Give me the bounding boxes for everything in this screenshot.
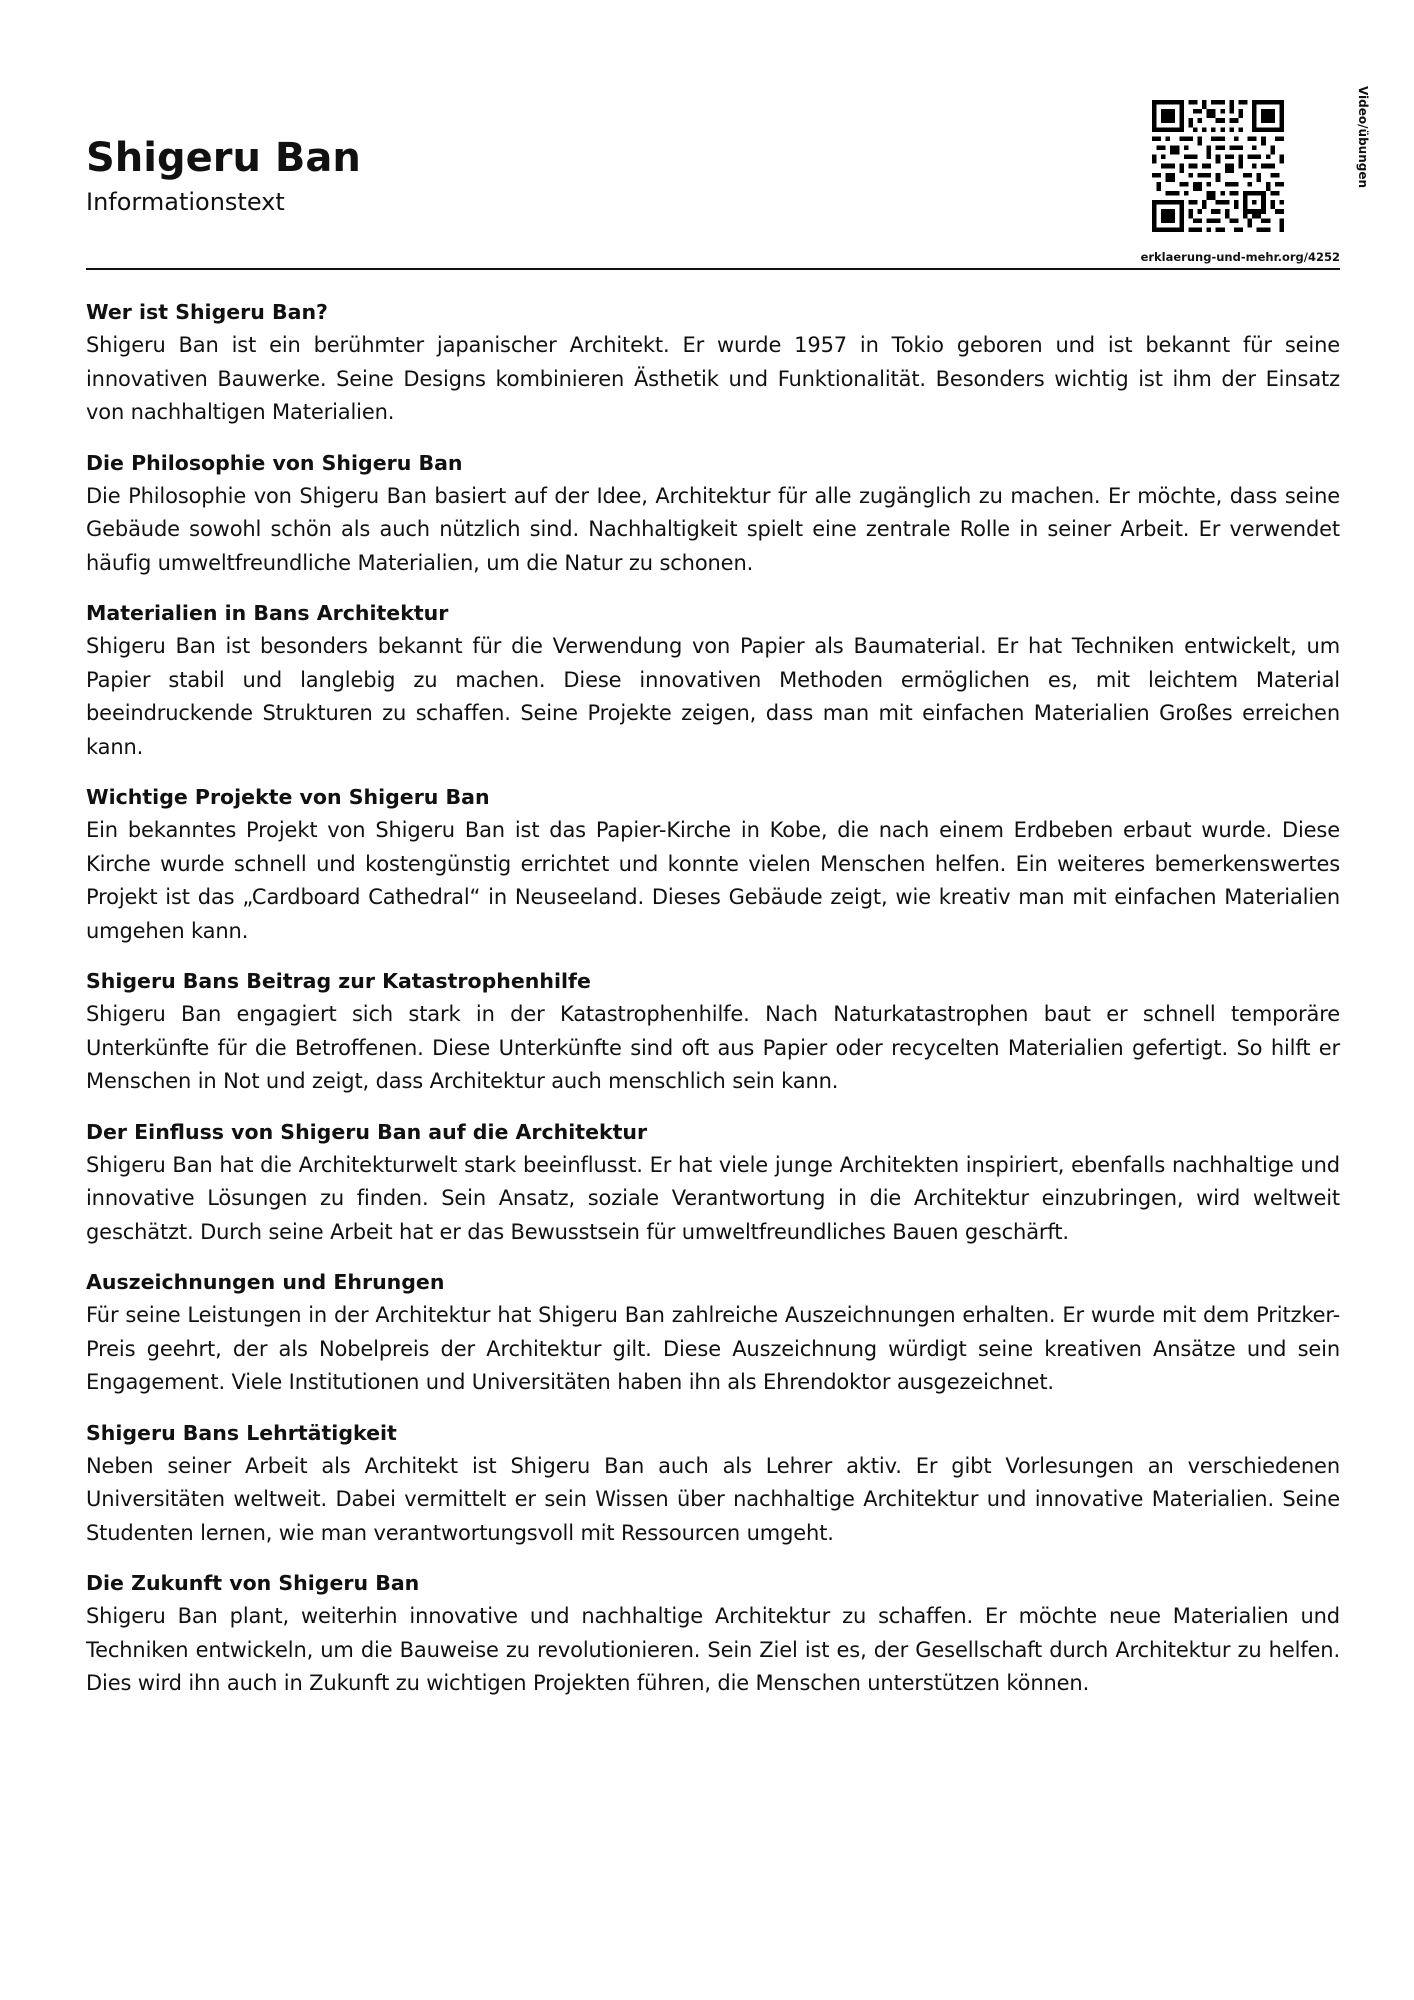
qr-url-link[interactable]: erklaerung-und-mehr.org/4252 [1140, 250, 1340, 264]
section-auszeichnungen [86, 1266, 1340, 1400]
section-heading: Die Philosophie von Shigeru Ban [86, 450, 463, 475]
section-zukunft [86, 1567, 1340, 1701]
section-text: Shigeru Ban plant, weiterhin innovative und nachhaltige Architektur zu schaffen. Er möchte neue Materialien und Techniken entwickeln, um die Bauweise zu revolutionieren. Sein Ziel ist es, der Gesellschaft durch Architektur zu helfen. Dies wird ihn auch in Zukunft zu wichtigen Projekten führen, die Menschen unterstützen können. [86, 1604, 1340, 1695]
section-text: Neben seiner Arbeit als Architekt ist Shigeru Ban auch als Lehrer aktiv. Er gibt Vorlesungen an verschiedenen Universitäten weltweit. Dabei vermittelt er sein Wissen über nachhaltige Architektur und innovative Materialien. Seine Studenten lernen, wie man verantwortungsvoll mit Ressourcen umgeht. [86, 1453, 1340, 1545]
section-heading: Shigeru Bans Beitrag zur Katastrophenhilfe [86, 969, 591, 993]
section-heading: Wer ist Shigeru Ban? [86, 300, 328, 324]
document-body [86, 296, 1340, 1718]
video-uebungen-label: Video/übungen [1356, 85, 1371, 189]
section-heading: Shigeru Bans Lehrtätigkeit [86, 1420, 397, 1445]
section-lehrtaetigkeit [86, 1417, 1340, 1551]
section-text: Shigeru Ban engagiert sich stark in der Katastrophenhilfe. Nach Naturkatastrophen baut er schnell temporäre Unterkünfte für die Betroffenen. Diese Unterkünfte sind oft aus Papier oder recycelten Materialien gefertigt. So hilft er Menschen in Not und zeigt, dass Architektur auch menschlich sein kann. [86, 1002, 1340, 1093]
section-heading: Wichtige Projekte von Shigeru Ban [86, 785, 490, 809]
section-text: Für seine Leistungen in der Architektur hat Shigeru Ban zahlreiche Auszeichnungen erhalten. Er wurde mit dem Pritzker-Preis geehrt, der als Nobelpreis der Architektur gilt. Diese Auszeichnung würdigt seine kreativen Ansätze und sein Engagement. Viele Institutionen und Universitäten haben ihn als Ehrendoktor ausgezeichnet. [86, 1303, 1340, 1394]
section-einfluss [86, 1116, 1340, 1250]
section-heading: Der Einfluss von Shigeru Ban auf die Architektur [86, 1119, 648, 1144]
document-title: Shigeru Ban [86, 135, 361, 181]
section-text: Ein bekanntes Projekt von Shigeru Ban ist das Papier-Kirche in Kobe, die nach einem Erdbeben erbaut wurde. Diese Kirche wurde schnell und kostengünstig errichtet und konnte vielen Menschen helfen. Ein weiteres bemerkenswertes Projekt ist das „Cardboard Cathedral“ in Neuseeland. Dieses Gebäude zeigt, wie kreativ man mit einfachen Materialien umgehen kann. [86, 818, 1340, 943]
section-text: Shigeru Ban ist besonders bekannt für die Verwendung von Papier als Baumaterial. Er hat Techniken entwickelt, um Papier stabil und langlebig zu machen. Diese innovativen Methoden ermöglichen es, mit leichtem Material beeindruckende Strukturen zu schaffen. Seine Projekte zeigen, dass man mit einfachen Materialien Großes erreichen kann. [86, 634, 1340, 759]
section-heading: Auszeichnungen und Ehrungen [86, 1270, 445, 1294]
document-header [86, 0, 1371, 270]
section-wichtige-projekte [86, 781, 1340, 948]
section-heading: Materialien in Bans Architektur [86, 601, 449, 625]
document-subtitle: Informationstext [86, 188, 285, 216]
section-text: Die Philosophie von Shigeru Ban basiert auf der Idee, Architektur für alle zugänglich zu machen. Er möchte, dass seine Gebäude sowohl schön als auch nützlich sind. Nachhaltigkeit spielt eine zentrale Rolle in seiner Arbeit. Er verwendet häufig umweltfreundliche Materialien, um die Natur zu schonen. [86, 483, 1340, 575]
section-text: Shigeru Ban hat die Architekturwelt stark beeinflusst. Er hat viele junge Architekten inspiriert, ebenfalls nachhaltige und innovative Lösungen zu finden. Sein Ansatz, soziale Verantwortung in die Architektur einzubringen, wird weltweit geschätzt. Durch seine Arbeit hat er das Bewusstsein für umweltfreundliches Bauen geschärft. [86, 1152, 1340, 1244]
qr-code-icon[interactable] [1152, 100, 1284, 232]
header-divider [86, 268, 1340, 270]
section-katastrophenhilfe [86, 965, 1340, 1099]
section-wer-ist-shigeru-ban [86, 296, 1340, 430]
section-heading: Die Zukunft von Shigeru Ban [86, 1571, 420, 1595]
section-philosophie [86, 447, 1340, 581]
section-text: Shigeru Ban ist ein berühmter japanischer Architekt. Er wurde 1957 in Tokio geboren und ist bekannt für seine innovativen Bauwerke. Seine Designs kombinieren Ästhetik und Funktionalität. Besonders wichtig ist ihm der Einsatz von nachhaltigen Materialien. [86, 333, 1340, 424]
section-materialien [86, 597, 1340, 764]
